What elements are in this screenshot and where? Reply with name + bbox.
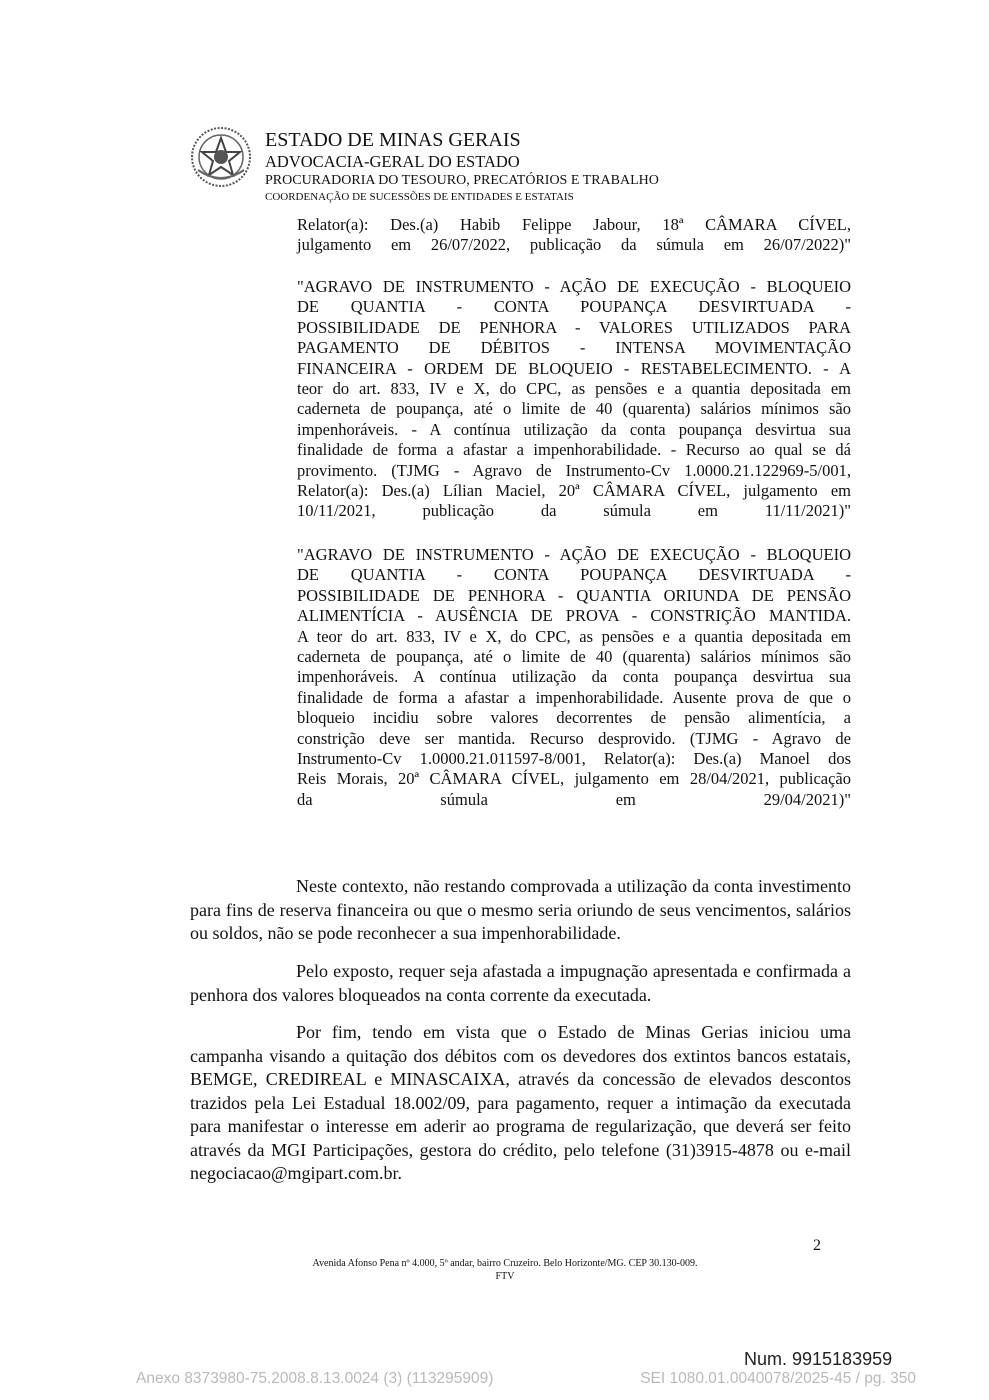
agency-name: ADVOCACIA-GERAL DO ESTADO <box>265 152 520 171</box>
quote-line: teor do art. 833, IV e X, do CPC, as pensões e a quantia depositada em <box>297 379 851 399</box>
quote-line: Instrumento-Cv 1.0000.21.011597-8/001, Relator(a): Des.(a) Manoel dos <box>297 749 851 769</box>
case-quote-1 <box>297 215 851 256</box>
quote-line: ALIMENTÍCIA - AUSÊNCIA DE PROVA - CONSTRIÇÃO MANTIDA. <box>297 606 851 626</box>
quote-line: julgamento em 26/07/2022, publicação da súmula em 26/07/2022)" <box>297 235 851 255</box>
paragraph-text: Pelo exposto, requer seja afastada a impugnação apresentada e confirmada a penhora dos valores bloqueados na conta corrente da executada. <box>190 961 851 1005</box>
quote-line: caderneta de poupança, até o limite de 40 (quarenta) salários mínimos são <box>297 399 851 419</box>
quote-line: "AGRAVO DE INSTRUMENTO - AÇÃO DE EXECUÇÃO - BLOQUEIO <box>297 545 851 564</box>
quote-line: Relator(a): Des.(a) Lílian Maciel, 20ª CÂMARA CÍVEL, julgamento em <box>297 481 851 501</box>
quote-line: provimento. (TJMG - Agravo de Instrumento-Cv 1.0000.21.122969-5/001, <box>297 460 851 480</box>
quote-line: constrição deve ser mantida. Recurso desprovido. (TJMG - Agravo de <box>297 728 851 748</box>
quote-line: Reis Morais, 20ª CÂMARA CÍVEL, julgamento em 28/04/2021, publicação <box>297 769 851 789</box>
page-number: 2 <box>813 1237 821 1254</box>
quote-line: DE QUANTIA - CONTA POUPANÇA DESVIRTUADA - <box>297 565 851 585</box>
quote-line: "AGRAVO DE INSTRUMENTO - AÇÃO DE EXECUÇÃO - BLOQUEIO <box>297 277 851 296</box>
footer-initials: FTV <box>495 1271 515 1282</box>
quote-line: da súmula em 29/04/2021)" <box>297 789 851 809</box>
state-coat-of-arms-icon <box>190 126 252 188</box>
quote-line: PAGAMENTO DE DÉBITOS - INTENSA MOVIMENTAÇÃO <box>297 338 851 358</box>
quote-line: Relator(a): Des.(a) Habib Felippe Jabour, 18ª CÂMARA CÍVEL, <box>297 215 851 234</box>
case-quote-2 <box>297 277 851 522</box>
sei-reference: SEI 1080.01.0040078/2025-45 / pg. 350 <box>640 1370 916 1387</box>
quote-line: 10/11/2021, publicação da súmula em 11/11/2021)" <box>297 501 851 521</box>
paragraph-context <box>190 875 851 946</box>
quote-line: DE QUANTIA - CONTA POUPANÇA DESVIRTUADA - <box>297 297 851 317</box>
division-name: COORDENAÇÃO DE SUCESSÕES DE ENTIDADES E ESTATAIS <box>265 191 574 203</box>
paragraph-text: Por fim, tendo em vista que o Estado de Minas Gerias iniciou uma campanha visando a quitação dos débitos com os devedores dos extintos bancos estatais, BEMGE, CREDIREAL e MINASCAIXA, através da concessão de elevados descontos trazidos pela Lei Estadual 18.002/09, para pagamento, requer a intimação da executada para manifestar o interesse em aderir ao programa de regularização, que deverá ser feito através da MGI Participações, gestora do crédito, pelo telefone (31)3915-4878 ou e-mail negociacao@mgipart.com.br. <box>190 1022 851 1183</box>
quote-line: caderneta de poupança, até o limite de 40 (quarenta) salários mínimos são <box>297 647 851 667</box>
quote-line: finalidade de forma a afastar a impenhorabilidade. - Recurso ao qual se dá <box>297 440 851 460</box>
footer <box>230 1257 780 1283</box>
paragraph-final <box>190 1021 851 1186</box>
letterhead <box>265 128 659 205</box>
quote-line: FINANCEIRA - ORDEM DE BLOQUEIO - RESTABELECIMENTO. - A <box>297 358 851 378</box>
quote-line: POSSIBILIDADE DE PENHORA - QUANTIA ORIUNDA DE PENSÃO <box>297 585 851 605</box>
state-name: ESTADO DE MINAS GERAIS <box>265 129 521 151</box>
paragraph-request <box>190 960 851 1007</box>
case-quote-3 <box>297 545 851 810</box>
quote-line: impenhoráveis. - A contínua utilização da conta poupança desvirtua sua <box>297 419 851 439</box>
document-number: Num. 9915183959 <box>744 1349 893 1369</box>
annex-stamp <box>136 1370 916 1388</box>
paragraph-text: Neste contexto, não restando comprovada a utilização da conta investimento para fins de reserva financeira ou que o mesmo seria oriundo de seus vencimentos, salários ou soldos, não se pode reconhecer a sua impenhorabilidade. <box>190 876 851 943</box>
quote-line: A teor do art. 833, IV e X, do CPC, as pensões e a quantia depositada em <box>297 626 851 646</box>
office-name: PROCURADORIA DO TESOURO, PRECATÓRIOS E TRABALHO <box>265 173 659 188</box>
annex-reference: Anexo 8373980-75.2008.8.13.0024 (3) (113295909) <box>136 1370 494 1387</box>
quote-line: finalidade de forma a afastar a impenhorabilidade. Ausente prova de que o <box>297 687 851 707</box>
footer-address: Avenida Afonso Pena nº 4.000, 5º andar, bairro Cruzeiro. Belo Horizonte/MG. CEP 30.130-009. <box>312 1258 698 1269</box>
quote-line: bloqueio incidiu sobre valores decorrentes de pensão alimentícia, a <box>297 708 851 728</box>
quote-line: impenhoráveis. A contínua utilização da conta poupança desvirtua sua <box>297 667 851 687</box>
quote-line: POSSIBILIDADE DE PENHORA - VALORES UTILIZADOS PARA <box>297 317 851 337</box>
